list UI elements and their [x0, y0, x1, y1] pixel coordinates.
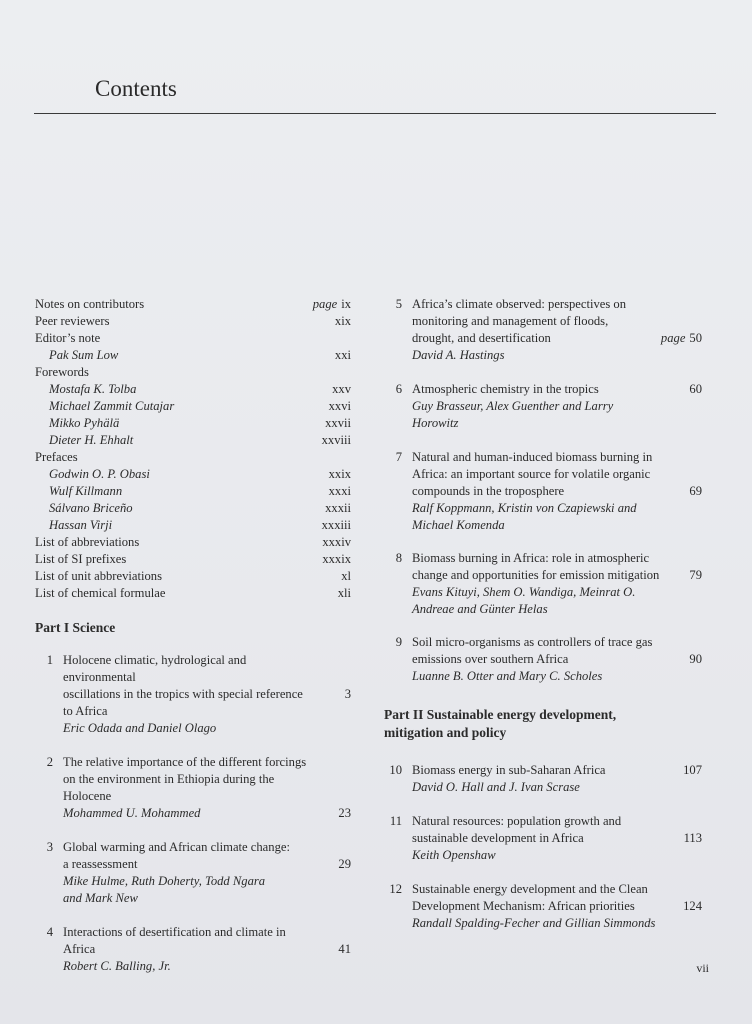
chapter-title-line: Sustainable energy development and the Clean	[412, 882, 648, 896]
toc-entry	[35, 585, 353, 602]
chapter-authors: Ralf Koppmann, Kristin von Czapiewski and	[412, 501, 637, 515]
page-ref	[335, 347, 351, 364]
page-number: xxviii	[321, 433, 351, 447]
entry-title: List of unit abbreviations	[35, 569, 162, 583]
entry-title: Mikko Pyhälä	[49, 416, 120, 430]
chapter-title-line: on the environment in Ethiopia during the	[63, 772, 275, 786]
chapter-entry	[35, 652, 353, 737]
page-number: xxxiii	[321, 518, 351, 532]
page-number: 3	[344, 687, 351, 701]
chapter-authors: Robert C. Balling, Jr.	[63, 959, 171, 973]
chapter-body	[412, 296, 660, 364]
page-number: 69	[689, 484, 702, 498]
page-ref	[313, 296, 351, 313]
chapter-title-line: sustainable development in Africa	[412, 831, 584, 845]
page-number: xxvi	[328, 399, 351, 413]
chapter-number: 10	[389, 763, 402, 777]
chapter-title-line: Development Mechanism: African priorities	[412, 899, 635, 913]
front-matter-list	[35, 296, 353, 602]
chapter-authors: Michael Komenda	[412, 518, 505, 532]
folio: vii	[696, 961, 709, 975]
toc-entry	[35, 449, 353, 466]
page-number: 60	[689, 382, 702, 396]
page-number: 50	[689, 331, 702, 345]
right-column	[384, 296, 704, 932]
chapter-entry	[35, 839, 353, 907]
chapter-authors: Evans Kituyi, Shem O. Wandiga, Meinrat O.	[412, 585, 636, 599]
entry-title: Prefaces	[35, 450, 78, 464]
chapter-body	[412, 381, 660, 432]
entry-title: Notes on contributors	[35, 297, 145, 311]
chapter-body	[412, 634, 660, 685]
chapter-number: 2	[46, 755, 53, 769]
chapter-title-line: Holocene climatic, hydrological and environmental	[63, 653, 247, 684]
entry-title: Mostafa K. Tolba	[49, 382, 137, 396]
title-rule	[34, 113, 716, 114]
page-number: 124	[683, 899, 702, 913]
part-heading	[35, 619, 353, 637]
chapter-body	[412, 881, 660, 932]
chapter-body	[412, 813, 660, 864]
chapter-authors: Andreae and Günter Helas	[412, 602, 548, 616]
chapter-title-line: Soil micro-organisms as controllers of trace gas	[412, 635, 653, 649]
page-number: xxxi	[328, 484, 351, 498]
chapter-number: 6	[395, 382, 402, 396]
chapter-title-line: Natural resources: population growth and	[412, 814, 622, 828]
chapter-entry	[35, 754, 353, 822]
page-ref	[661, 330, 702, 347]
chapter-title-line: Atmospheric chemistry in the tropics	[412, 382, 599, 396]
page-number: xli	[337, 586, 351, 600]
page-ref	[325, 500, 351, 517]
chapter-number: 3	[46, 840, 53, 854]
page-ref	[338, 941, 351, 958]
chapter-title-line: a reassessment	[63, 857, 138, 871]
toc-entry	[35, 551, 353, 568]
chapter-body	[412, 449, 660, 534]
page-ref	[325, 415, 351, 432]
entry-title: Hassan Virji	[49, 518, 113, 532]
page-number: xxxii	[325, 501, 351, 515]
toc-entry	[35, 330, 353, 347]
page-number: ix	[341, 297, 351, 311]
chapter-title-line: emissions over southern Africa	[412, 652, 569, 666]
chapter-title-line: oscillations in the tropics with special reference	[63, 687, 303, 701]
toc-entry	[35, 517, 353, 534]
page-number: 90	[689, 652, 702, 666]
part-title-line: mitigation and policy	[384, 725, 507, 740]
toc-entry	[35, 432, 353, 449]
page-ref	[332, 381, 351, 398]
chapter-authors: Randall Spalding-Fecher and Gillian Simmonds	[412, 916, 656, 930]
page-number: xix	[334, 314, 351, 328]
page-ref	[322, 551, 351, 568]
page-ref	[683, 762, 702, 779]
chapter-authors: Eric Odada and Daniel Olago	[63, 721, 217, 735]
page-ref	[329, 466, 351, 483]
page-ref	[329, 483, 351, 500]
entry-title: List of chemical formulae	[35, 586, 166, 600]
page-number: xxxiv	[322, 535, 351, 549]
page-number: 113	[683, 831, 702, 845]
chapter-title-line: Africa’s climate observed: perspectives on	[412, 297, 627, 311]
chapter-body	[63, 652, 309, 737]
chapter-number: 9	[395, 635, 402, 649]
toc-entry	[35, 347, 353, 364]
toc-entry	[35, 534, 353, 551]
entry-title: Godwin O. P. Obasi	[49, 467, 150, 481]
chapter-number: 11	[389, 814, 402, 828]
chapter-title-line: The relative importance of the different forcings	[63, 755, 307, 769]
page-ref	[689, 567, 702, 584]
chapter-title-line: Africa: an important source for volatile organic	[412, 467, 651, 481]
entry-title: Wulf Killmann	[49, 484, 123, 498]
entry-title: Editor’s note	[35, 331, 101, 345]
page-ref	[335, 313, 351, 330]
page-number: 29	[338, 857, 351, 871]
page-number: xxi	[334, 348, 351, 362]
right-chapters	[384, 296, 704, 685]
page-number: xxvii	[325, 416, 351, 430]
page-number: 23	[338, 806, 351, 820]
chapter-body	[63, 924, 309, 975]
chapter-title-line: compounds in the troposphere	[412, 484, 565, 498]
part1-chapters	[35, 652, 353, 975]
chapter-authors: Keith Openshaw	[412, 848, 496, 862]
chapter-authors: Mike Hulme, Ruth Doherty, Todd Ngara	[63, 874, 266, 888]
chapter-authors: David O. Hall and J. Ivan Scrase	[412, 780, 580, 794]
chapter-number: 12	[389, 882, 402, 896]
chapter-title-line: Global warming and African climate change:	[63, 840, 290, 854]
part-title: Part I Science	[35, 620, 116, 635]
toc-entry	[35, 500, 353, 517]
page-ref	[322, 517, 351, 534]
chapter-entry	[384, 381, 704, 432]
page-ref	[683, 898, 702, 915]
part2-chapters	[384, 762, 704, 932]
chapter-body	[412, 550, 660, 618]
chapter-title-line: Biomass burning in Africa: role in atmospheric	[412, 551, 650, 565]
chapter-title-line: Holocene	[63, 789, 112, 803]
page-word: page	[660, 331, 686, 345]
toc-entry	[35, 568, 353, 585]
toc-entry	[35, 296, 353, 313]
page-ref	[338, 856, 351, 873]
chapter-entry	[384, 881, 704, 932]
chapter-title-line: Africa	[63, 942, 96, 956]
chapter-title-line: Biomass energy in sub-Saharan Africa	[412, 763, 606, 777]
toc-entry	[35, 398, 353, 415]
left-column	[35, 296, 353, 975]
chapter-number: 1	[46, 653, 53, 667]
chapter-title-line: to Africa	[63, 704, 108, 718]
chapter-body	[63, 754, 309, 822]
chapter-entry	[384, 296, 704, 364]
chapter-authors: and Mark New	[63, 891, 138, 905]
page-ref	[338, 805, 351, 822]
chapter-body	[412, 762, 660, 796]
entry-title: Sálvano Briceño	[49, 501, 133, 515]
page-ref	[322, 534, 351, 551]
page-title: Contents	[95, 76, 177, 101]
page-ref	[689, 381, 702, 398]
page-ref	[341, 568, 351, 585]
entry-title: List of SI prefixes	[35, 552, 127, 566]
page-number: 79	[689, 568, 702, 582]
chapter-entry	[384, 634, 704, 685]
toc-entry	[35, 483, 353, 500]
page-number: xl	[341, 569, 351, 583]
entry-title: Michael Zammit Cutajar	[49, 399, 175, 413]
page-word: page	[312, 297, 338, 311]
toc-entry	[35, 466, 353, 483]
page-number: xxxix	[322, 552, 351, 566]
page-ref	[689, 651, 702, 668]
chapter-authors: Guy Brasseur, Alex Guenther and Larry Horowitz	[412, 399, 614, 430]
chapter-entry	[384, 813, 704, 864]
entry-title: Peer reviewers	[35, 314, 110, 328]
page-number: xxv	[332, 382, 351, 396]
part-title-line: Part II Sustainable energy development,	[384, 707, 617, 722]
chapter-body	[63, 839, 309, 907]
page-ref	[684, 830, 702, 847]
chapter-authors: David A. Hastings	[412, 348, 505, 362]
chapter-number: 8	[395, 551, 402, 565]
chapter-title-line: change and opportunities for emission mitigation	[412, 568, 660, 582]
entry-title: List of abbreviations	[35, 535, 140, 549]
part-heading	[384, 706, 704, 742]
entry-title: Dieter H. Ehhalt	[49, 433, 134, 447]
page-ref	[345, 686, 351, 703]
chapter-title-line: Natural and human-induced biomass burning in	[412, 450, 653, 464]
toc-entry	[35, 381, 353, 398]
chapter-number: 7	[395, 450, 402, 464]
page-number: 107	[683, 763, 702, 777]
page-number: xxix	[328, 467, 351, 481]
page-ref	[338, 585, 351, 602]
chapter-title-line: monitoring and management of floods,	[412, 314, 609, 328]
chapter-entry	[384, 449, 704, 534]
page-ref	[329, 398, 351, 415]
chapter-entry	[384, 550, 704, 618]
chapter-authors: Luanne B. Otter and Mary C. Scholes	[412, 669, 603, 683]
toc-entry	[35, 415, 353, 432]
toc-entry	[35, 364, 353, 381]
chapter-number: 5	[395, 297, 402, 311]
chapter-entry	[35, 924, 353, 975]
chapter-authors: Mohammed U. Mohammed	[63, 806, 201, 820]
page-number: 41	[338, 942, 351, 956]
entry-title: Pak Sum Low	[49, 348, 119, 362]
page-ref	[689, 483, 702, 500]
toc-entry	[35, 313, 353, 330]
chapter-title-line: drought, and desertification	[412, 331, 551, 345]
chapter-title-line: Interactions of desertification and climate in	[63, 925, 286, 939]
entry-title: Forewords	[35, 365, 89, 379]
chapter-number: 4	[46, 925, 53, 939]
chapter-entry	[384, 762, 704, 796]
page-ref	[322, 432, 351, 449]
